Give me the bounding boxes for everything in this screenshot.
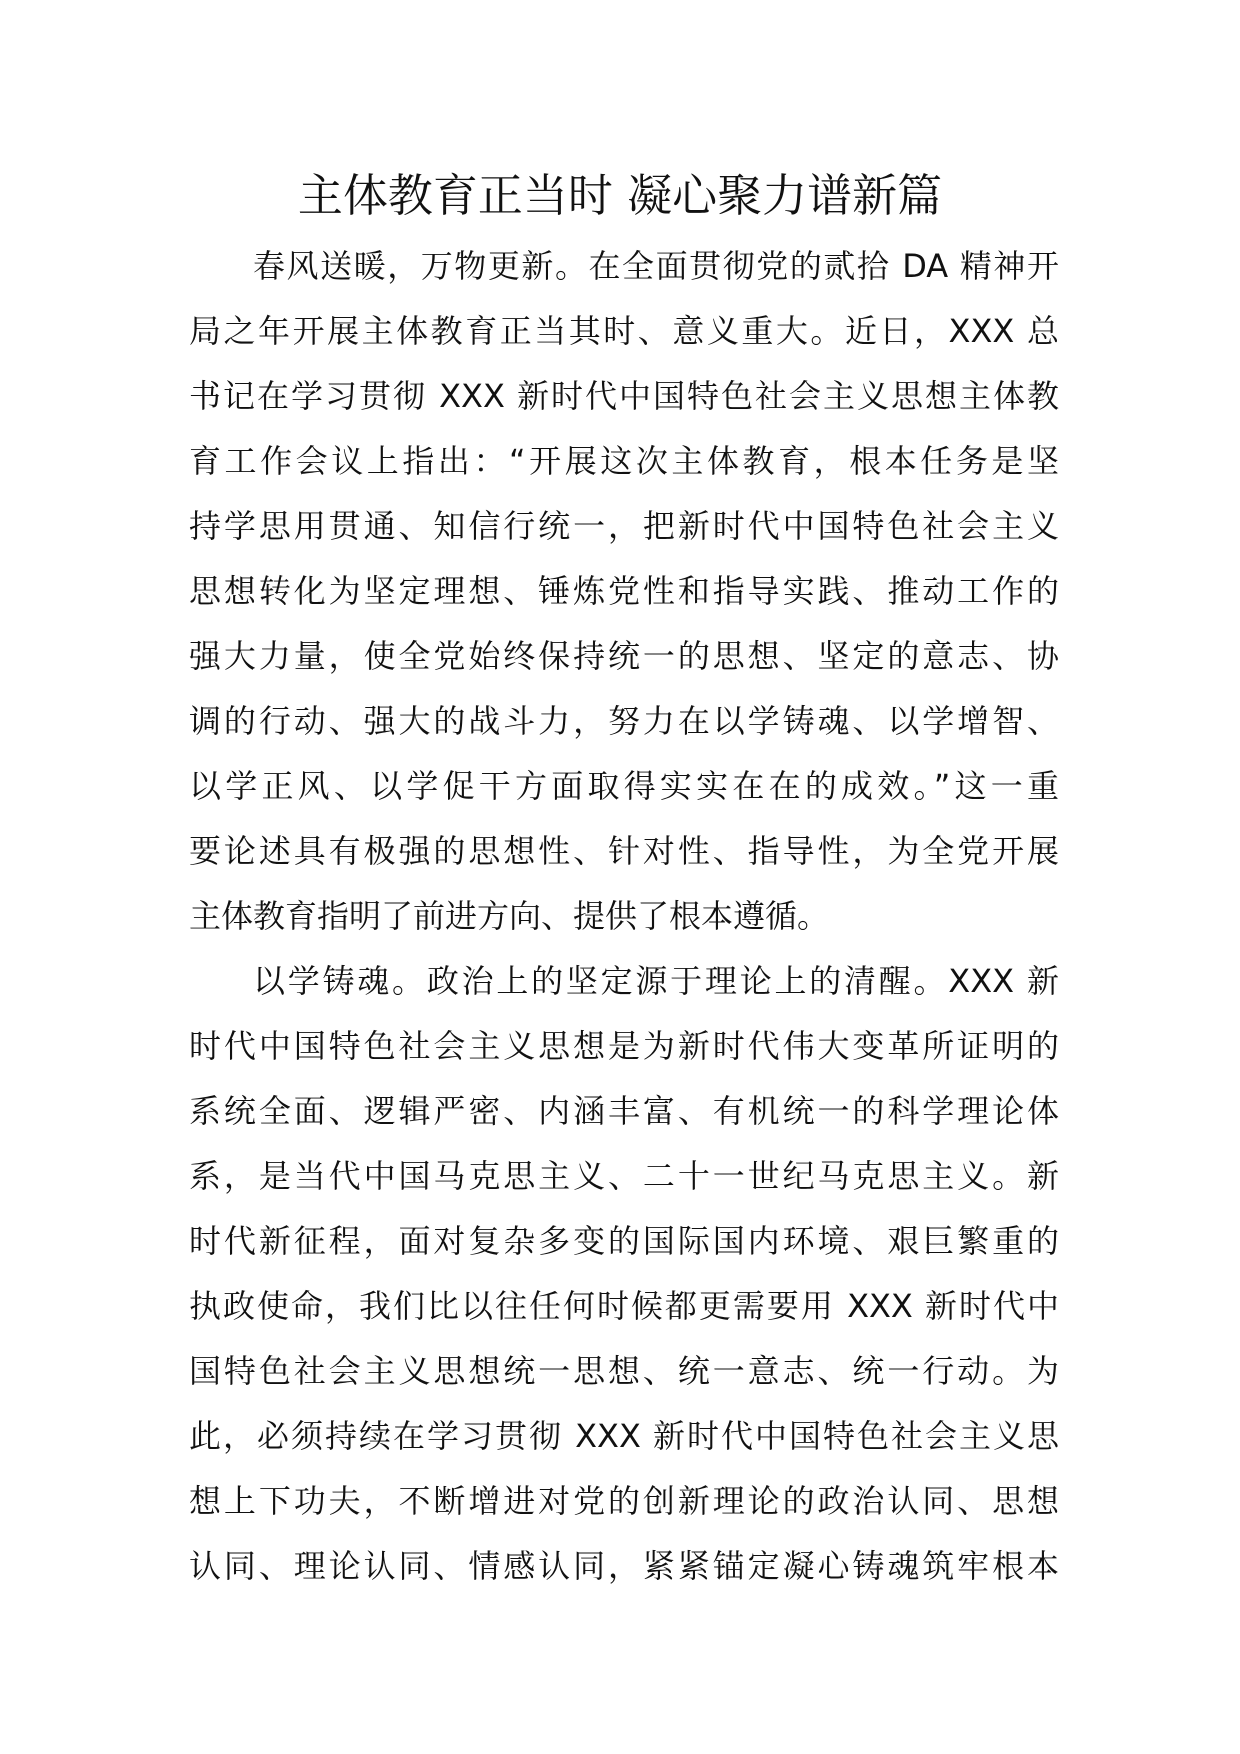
- text-line: 以学正风、以学促干方面取得实实在在的成效。”这一重: [189, 767, 1059, 805]
- text-line: 此，必须持续在学习贯彻 XXX 新时代中国特色社会主义思: [189, 1417, 1059, 1455]
- text-line: 执政使命，我们比以往任何时候都更需要用 XXX 新时代中: [189, 1287, 1059, 1325]
- document-title: 主体教育正当时 凝心聚力谱新篇: [297, 169, 943, 222]
- text-line: 局之年开展主体教育正当其时、意义重大。近日，XXX 总: [189, 312, 1059, 350]
- text-line: 以学铸魂。政治上的坚定源于理论上的清醒。XXX 新: [253, 962, 1059, 1000]
- text-line: 春风送暖，万物更新。在全面贯彻党的贰拾 DA 精神开: [253, 247, 1059, 285]
- text-line: 调的行动、强大的战斗力，努力在以学铸魂、以学增智、: [189, 702, 1059, 740]
- text-line: 书记在学习贯彻 XXX 新时代中国特色社会主义思想主体教: [189, 377, 1059, 415]
- text-line: 时代新征程，面对复杂多变的国际国内环境、艰巨繁重的: [189, 1222, 1059, 1260]
- text-line: 主体教育指明了前进方向、提供了根本遵循。: [189, 897, 830, 935]
- document-body: [189, 234, 1059, 1599]
- paragraph-1: [189, 234, 1059, 949]
- text-line: 时代中国特色社会主义思想是为新时代伟大变革所证明的: [189, 1027, 1059, 1065]
- text-line: 想上下功夫，不断增进对党的创新理论的政治认同、思想: [189, 1482, 1059, 1520]
- text-line: 强大力量，使全党始终保持统一的思想、坚定的意志、协: [189, 637, 1059, 675]
- text-line: 育工作会议上指出：“开展这次主体教育，根本任务是坚: [189, 442, 1059, 480]
- text-line: 系统全面、逻辑严密、内涵丰富、有机统一的科学理论体: [189, 1092, 1059, 1130]
- text-line: 认同、理论认同、情感认同，紧紧锚定凝心铸魂筑牢根本: [189, 1547, 1059, 1585]
- text-line: 系，是当代中国马克思主义、二十一世纪马克思主义。新: [189, 1157, 1059, 1195]
- text-line: 持学思用贯通、知信行统一，把新时代中国特色社会主义: [189, 507, 1059, 545]
- paragraph-2: [189, 949, 1059, 1599]
- text-line: 要论述具有极强的思想性、针对性、指导性，为全党开展: [189, 832, 1059, 870]
- text-line: 国特色社会主义思想统一思想、统一意志、统一行动。为: [189, 1352, 1059, 1390]
- text-line: 思想转化为坚定理想、锤炼党性和指导实践、推动工作的: [189, 572, 1059, 610]
